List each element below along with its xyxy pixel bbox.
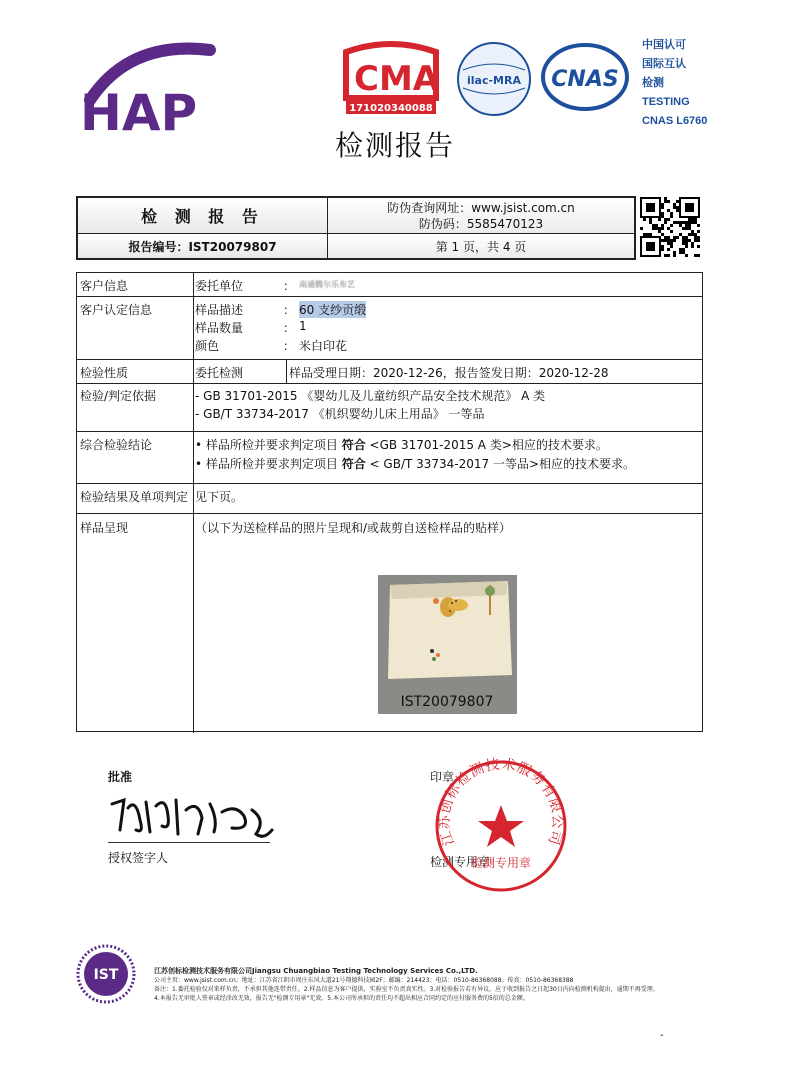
footer-line: 4.本报告无审批人签章或经涂改无效，报告无"检测专用章"无效。5.本公司所承担的责任均不超出相应合同约定的应付服务费的5倍的总金额。 xyxy=(154,995,529,1002)
svg-text:CNAS: CNAS xyxy=(551,67,619,92)
field-sample-desc: 样品描述 xyxy=(195,303,244,317)
colon: ： xyxy=(283,339,296,353)
cert-line: CNAS L6760 xyxy=(642,115,708,127)
results-value: 见下页。 xyxy=(195,490,244,504)
signature-line xyxy=(108,842,270,843)
cert-line: 检测 xyxy=(642,77,664,89)
colon: ： xyxy=(283,321,296,335)
anti-fake-url: 防伪查询网址：www.jsist.com.cn xyxy=(387,201,575,215)
anti-fake-code: 防伪码：5585470123 xyxy=(418,217,544,231)
basis-item: - GB 31701-2015 《婴幼儿及儿童纺织产品安全技术规范》 A 类 xyxy=(195,389,546,403)
label-basis: 检验/判定依据 xyxy=(80,389,157,403)
report-header-table xyxy=(76,196,636,260)
ilac-mra-logo xyxy=(455,40,533,118)
conclusion-suffix: < GB/T 33734-2017 一等品>相应的技术要求。 xyxy=(365,457,636,471)
anti-fake-info xyxy=(328,198,634,234)
report-label: 检 测 报 告 xyxy=(78,198,328,234)
cert-line: TESTING xyxy=(642,96,690,108)
sample-desc-value[interactable]: 60 支纱贡缎 xyxy=(299,303,367,317)
handwritten-signature xyxy=(106,790,276,842)
cert-line: 国际互认 xyxy=(642,58,686,70)
field-color: 颜色 xyxy=(195,339,220,353)
footer-company: 江苏创标检测技术服务有限公司Jiangsu Chuangbiao Testing Technology Services Co.,LTD. xyxy=(154,967,478,975)
report-number: 报告编号：IST20079807 xyxy=(78,234,328,258)
footer-line: 公司主页：www.jsist.com.cn；地址：江苏省江阴市周庄东风大道21号翔德科技园2F；邮编：214423；电话：0510-86368088。传真：0510-86368388 xyxy=(154,977,574,984)
client-name-value: 南通腾尔乐布艺 xyxy=(299,280,355,289)
cma-logo xyxy=(336,40,446,118)
svg-text:江苏创标检测技术服务有限公司: 江苏创标检测技术服务有限公司 xyxy=(436,757,566,848)
official-seal xyxy=(432,757,570,895)
footer-line: 备注：1.委托检验仅对来样负责，不承担其他连带责任。2.样品信息为客户提供，实验室不负责真实性。3.对检验报告若有异议，应于收到报告之日起30日内向检测机构提出，逾期不再受理。 xyxy=(154,986,659,993)
conclusion-prefix: • 样品所检并要求判定项目 xyxy=(195,457,342,471)
signer-label: 授权签字人 xyxy=(108,851,169,865)
cert-line: 中国认可 xyxy=(642,39,686,51)
svg-text:HAP: HAP xyxy=(80,84,198,142)
sample-note: （以下为送检样品的照片呈现和/或裁剪自送检样品的贴样） xyxy=(195,521,512,535)
footer xyxy=(154,967,714,1003)
page-title: 检测报告 xyxy=(334,129,455,162)
colon: ： xyxy=(283,303,296,317)
label-results: 检验结果及单项判定 xyxy=(80,490,189,504)
approve-label: 批准 xyxy=(108,770,133,784)
qr-code-icon xyxy=(640,197,700,257)
page-info: 第 1 页，共 4 页 xyxy=(328,234,634,258)
conclusion-item xyxy=(195,455,635,472)
svg-text:171020340088: 171020340088 xyxy=(349,103,433,114)
page-dash: - xyxy=(660,1030,664,1041)
conclusion-verdict: 符合 xyxy=(341,438,366,452)
label-sample: 样品呈现 xyxy=(80,521,129,535)
conclusion-verdict: 符合 xyxy=(341,457,366,471)
field-sample-qty: 样品数量 xyxy=(195,321,244,335)
dates-value: 样品受理日期：2020-12-26，报告签发日期：2020-12-28 xyxy=(289,366,609,380)
label-nature: 检验性质 xyxy=(80,366,129,380)
stamp-sub-label: 检测专用章 xyxy=(430,855,491,869)
ist-logo xyxy=(76,944,136,1004)
svg-text:ilac-MRA: ilac-MRA xyxy=(467,74,521,87)
sample-qty-value: 1 xyxy=(299,319,307,333)
nature-value: 委托检测 xyxy=(195,366,244,380)
colon: ： xyxy=(283,279,296,293)
sample-photo xyxy=(378,575,517,714)
basis-item: - GB/T 33734-2017 《机织婴幼儿床上用品》 一等品 xyxy=(195,407,485,421)
label-conclusion: 综合检验结论 xyxy=(80,438,153,452)
accreditation-text xyxy=(642,36,732,131)
photo-caption: IST20079807 xyxy=(400,694,494,710)
field-client: 委托单位 xyxy=(195,279,244,293)
conclusion-suffix: <GB 31701-2015 A 类>相应的技术要求。 xyxy=(365,438,608,452)
stamp-center-text: 检测专用章 xyxy=(470,856,532,870)
svg-text:IST: IST xyxy=(93,967,119,983)
stamp-label: 印章 xyxy=(430,770,455,784)
conclusion-prefix: • 样品所检并要求判定项目 xyxy=(195,438,342,452)
cnas-logo xyxy=(540,42,630,112)
label-client-info: 客户信息 xyxy=(80,279,129,293)
color-value: 米白印花 xyxy=(299,339,348,353)
conclusion-item xyxy=(195,436,608,453)
label-client-confirm: 客户认定信息 xyxy=(80,303,153,317)
svg-text:CMA: CMA xyxy=(354,59,440,99)
